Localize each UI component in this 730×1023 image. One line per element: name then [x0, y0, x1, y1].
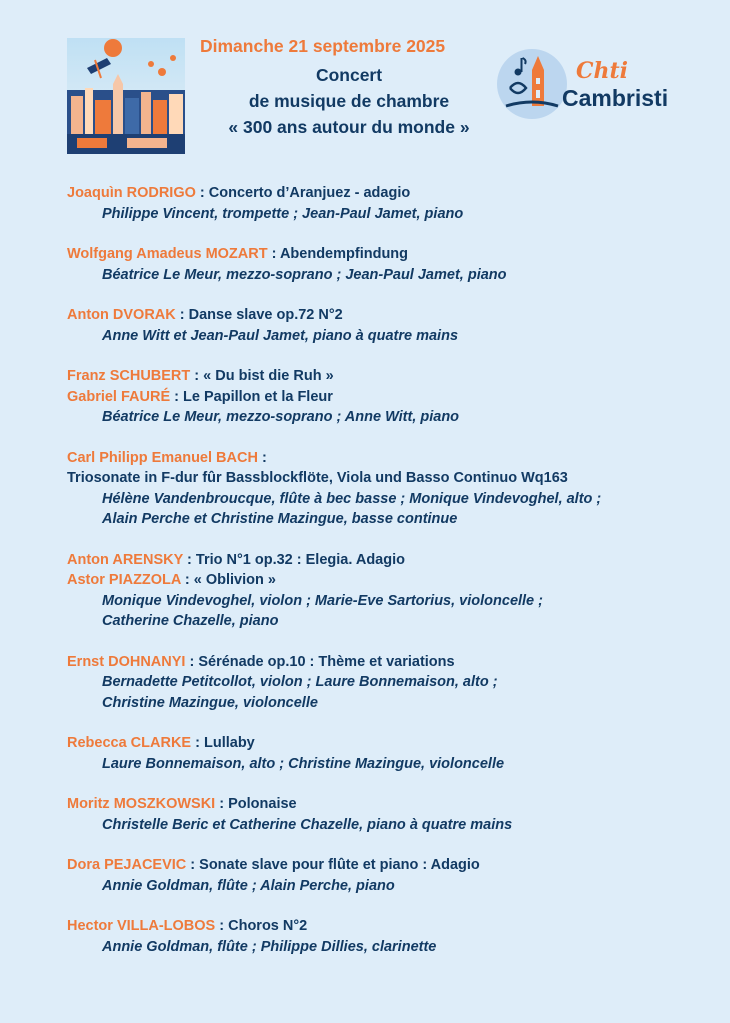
work-title: Choros N°2 — [228, 918, 308, 934]
title-line: Concert — [315, 65, 383, 85]
composer-name: Anton DVORAK — [67, 307, 176, 323]
work-line — [67, 570, 717, 591]
work-line — [67, 448, 717, 469]
separator: : — [191, 735, 204, 751]
program-item — [67, 550, 717, 632]
work-line — [67, 366, 717, 387]
work-line — [67, 652, 717, 673]
work-title: Polonaise — [228, 796, 297, 812]
work-line — [67, 916, 717, 937]
concert-title — [196, 62, 502, 140]
separator: : — [170, 388, 184, 405]
logo-text-cambristi: Cambristi — [562, 85, 669, 111]
program-item — [67, 448, 717, 530]
concert-illustration — [67, 38, 185, 154]
work-line — [67, 183, 717, 204]
separator: : — [183, 551, 196, 568]
separator: : — [195, 185, 209, 201]
work-line — [67, 855, 717, 876]
separator: : — [190, 368, 204, 384]
work-title: « Du bist die Ruh » — [203, 368, 334, 384]
performers-line: Alain Perche et Christine Mazingue, basse continue — [102, 511, 458, 527]
composer-name: Anton ARENSKY — [67, 551, 183, 568]
performers-line: Laure Bonnemaison, alto ; Christine Mazingue, violoncelle — [102, 755, 505, 772]
chti-cambristi-logo — [496, 48, 696, 128]
separator: : — [186, 857, 200, 873]
work-title: Triosonate in F-dur fûr Bassblockflöte, Viola und Basso Continuo Wq163 — [67, 470, 568, 486]
title-line: « 300 ans autour du monde » — [228, 117, 470, 137]
performers-line: Monique Vindevoghel, violon ; Marie-Eve Sartorius, violoncelle ; — [102, 592, 543, 609]
work-line — [67, 387, 717, 408]
program-item — [67, 794, 717, 835]
separator: : — [267, 246, 280, 262]
work-line — [67, 733, 717, 754]
composer-name: Carl Philipp Emanuel BACH — [67, 449, 258, 466]
performers-line: Bernadette Petitcollot, violon ; Laure Bonnemaison, alto ; — [102, 674, 498, 690]
program-item — [67, 366, 717, 428]
composer-name: Ernst DOHNANYI — [67, 653, 186, 670]
work-line — [67, 305, 717, 326]
logo-text-chti: Chti — [576, 58, 629, 84]
work-line — [67, 794, 717, 815]
program-item — [67, 305, 717, 346]
performers-line: Béatrice Le Meur, mezzo-soprano ; Anne Witt, piano — [102, 409, 460, 425]
work-line — [67, 244, 717, 265]
performers-line: Hélène Vandenbroucque, flûte à bec basse ; Monique Vindevoghel, alto ; — [102, 490, 602, 507]
work-title: Sérénade op.10 : Thème et variations — [198, 653, 455, 670]
performers-line: Catherine Chazelle, piano — [102, 613, 279, 629]
concert-date: Dimanche 21 septembre 2025 — [200, 36, 446, 56]
concert-program — [67, 183, 717, 977]
work-title: Sonate slave pour flûte et piano : Adagio — [199, 857, 480, 873]
composer-name: Hector VILLA-LOBOS — [67, 918, 216, 934]
work-line — [67, 550, 717, 571]
work-title: Danse slave op.72 N°2 — [188, 307, 343, 323]
composer-name: Astor PIAZZOLA — [67, 572, 181, 588]
work-title: Trio N°1 op.32 : Elegia. Adagio — [195, 551, 405, 568]
performers-line: Annie Goldman, flûte ; Philippe Dillies, clarinette — [102, 938, 437, 955]
separator: : — [185, 653, 199, 670]
work-title: « Oblivion » — [193, 572, 276, 588]
separator: : — [257, 449, 267, 466]
logo-emblem-icon — [496, 48, 568, 120]
work-line — [67, 468, 717, 489]
composer-name: Dora PEJACEVIC — [67, 857, 187, 873]
composer-name: Gabriel FAURÉ — [67, 388, 171, 405]
composer-name: Moritz MOSZKOWSKI — [67, 796, 216, 812]
program-item — [67, 244, 717, 285]
performers-line: Annie Goldman, flûte ; Alain Perche, piano — [102, 877, 395, 894]
performers-line: Anne Witt et Jean-Paul Jamet, piano à quatre mains — [102, 327, 459, 344]
performers-line: Christelle Beric et Catherine Chazelle, piano à quatre mains — [102, 816, 513, 833]
work-title: Le Papillon et la Fleur — [183, 388, 333, 405]
work-title: Concerto d’Aranjuez - adagio — [208, 185, 411, 201]
work-title: Abendempfindung — [279, 246, 409, 262]
separator: : — [215, 796, 229, 812]
performers-line: Béatrice Le Meur, mezzo-soprano ; Jean-Paul Jamet, piano — [102, 266, 507, 283]
program-item — [67, 733, 717, 774]
program-item — [67, 916, 717, 957]
program-item — [67, 183, 717, 224]
work-title: Lullaby — [203, 735, 255, 751]
program-item — [67, 855, 717, 896]
title-line: de musique de chambre — [248, 91, 450, 111]
composer-name: Wolfgang Amadeus MOZART — [67, 246, 268, 262]
separator: : — [215, 918, 229, 934]
separator: : — [175, 307, 189, 323]
program-item — [67, 652, 717, 714]
composer-name: Joaquìn RODRIGO — [67, 185, 196, 201]
performers-line: Philippe Vincent, trompette ; Jean-Paul Jamet, piano — [102, 205, 464, 222]
composer-name: Rebecca CLARKE — [67, 735, 192, 751]
separator: : — [180, 572, 194, 588]
performers-line: Christine Mazingue, violoncelle — [102, 694, 318, 711]
composer-name: Franz SCHUBERT — [67, 368, 191, 384]
